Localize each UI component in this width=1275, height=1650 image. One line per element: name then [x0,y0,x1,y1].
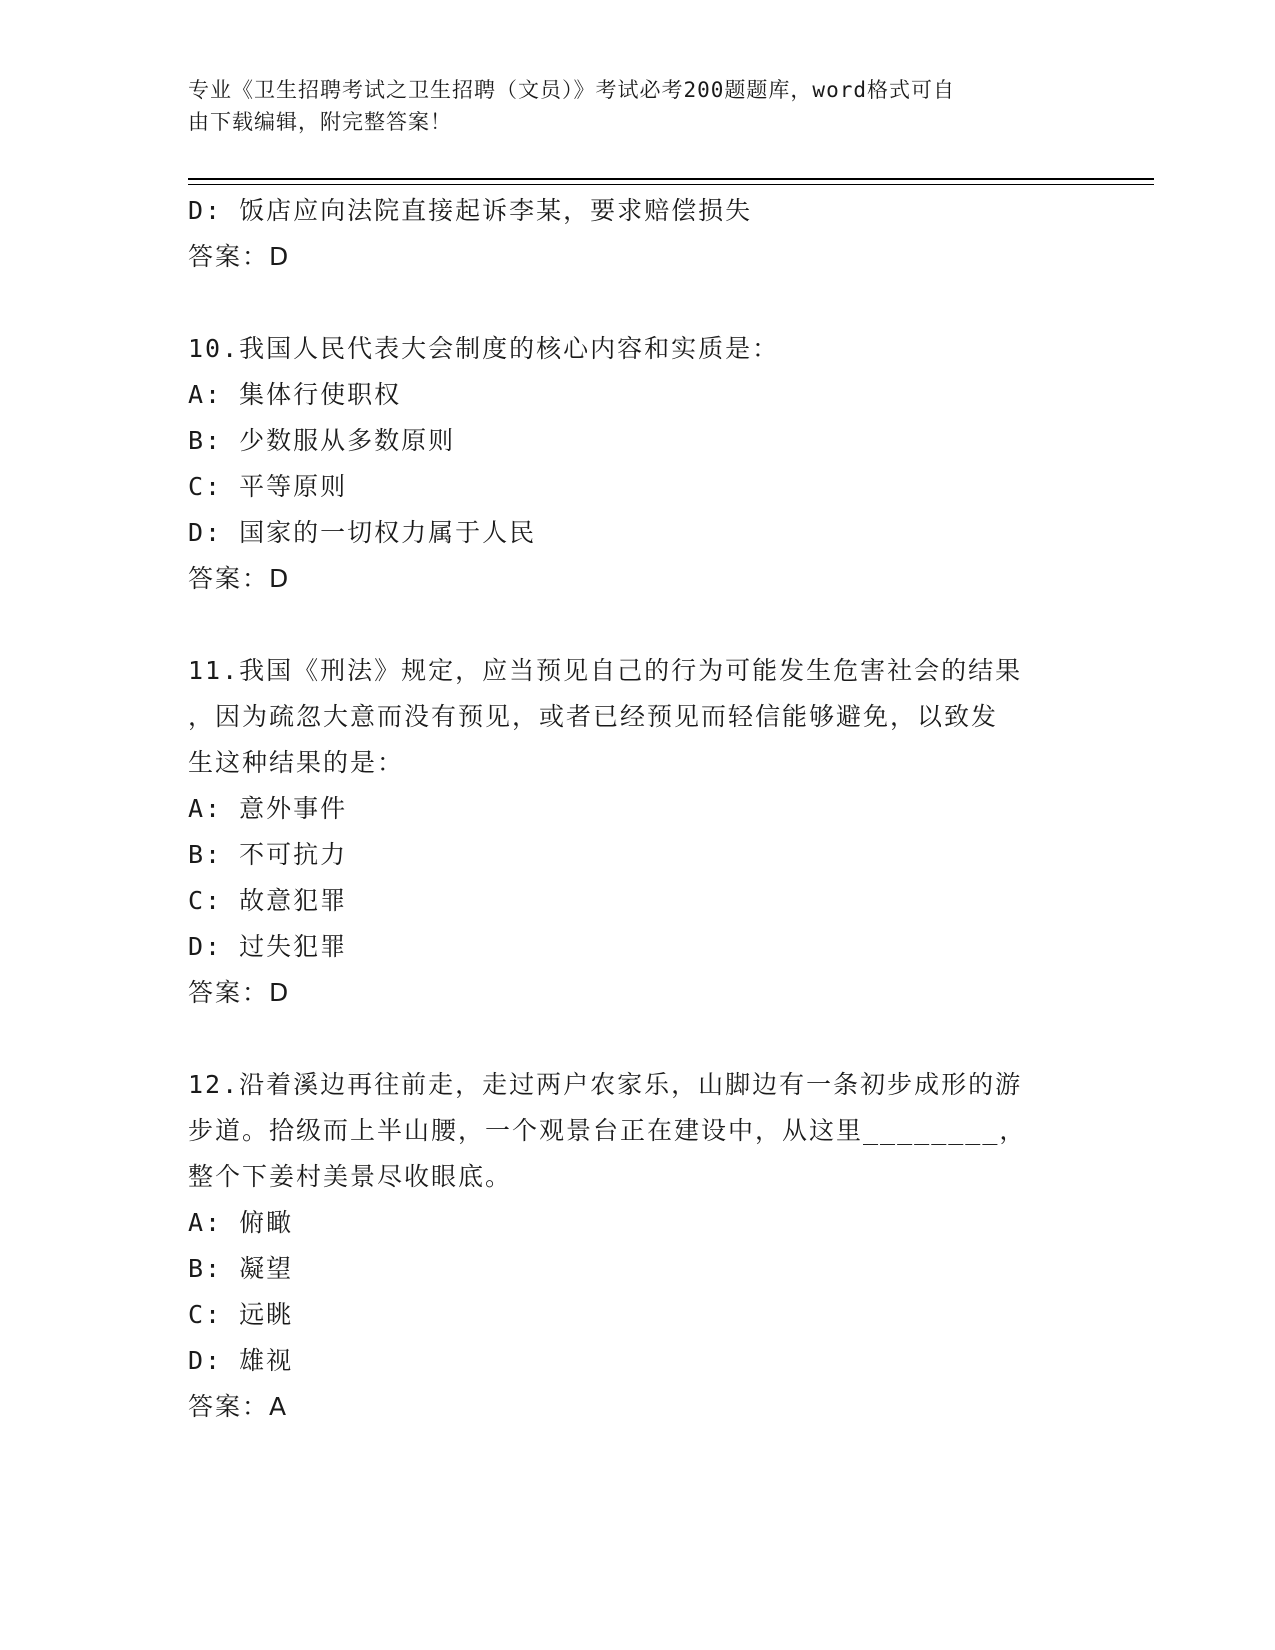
question-12 [188,1062,1088,1430]
document-header [188,74,1068,138]
header-divider-thin [188,184,1154,185]
answer-line: 答案：D [188,978,291,1007]
option-b: B: 凝望 [188,1254,294,1283]
header-line-2: 由下载编辑，附完整答案！ [188,110,452,134]
option-d: D: 过失犯罪 [188,932,348,961]
option-a: A: 意外事件 [188,794,348,823]
option-d: D: 饭店应向法院直接起诉李某，要求赔偿损失 [188,196,753,225]
question-stem: ，因为疏忽大意而没有预见，或者已经预见而轻信能够避免，以致发 [188,702,999,731]
option-d: D: 国家的一切权力属于人民 [188,518,537,547]
question-stem: 生这种结果的是： [188,748,405,777]
question-content [188,188,1088,1430]
option-b: B: 少数服从多数原则 [188,426,456,455]
answer-line: 答案：D [188,564,291,593]
question-11 [188,648,1088,1016]
previous-question-tail [188,188,1088,280]
header-divider-thick [188,178,1154,180]
question-stem: 12.沿着溪边再往前走，走过两户农家乐，山脚边有一条初步成形的游 [188,1070,1023,1099]
header-line-1: 专业《卫生招聘考试之卫生招聘（文员）》考试必考200题题库，word格式可自 [188,78,955,102]
question-10 [188,326,1088,602]
option-a: A: 俯瞰 [188,1208,294,1237]
spacer [188,602,1088,648]
spacer [188,280,1088,326]
question-stem: 11.我国《刑法》规定，应当预见自己的行为可能发生危害社会的结果 [188,656,1023,685]
question-stem: 整个下姜村美景尽收眼底。 [188,1162,513,1191]
option-c: C: 故意犯罪 [188,886,348,915]
option-c: C: 平等原则 [188,472,348,501]
answer-line: 答案：D [188,242,291,271]
question-stem: 步道。拾级而上半山腰，一个观景台正在建设中，从这里________， [188,1116,1027,1145]
answer-line: 答案：A [188,1392,289,1421]
option-c: C: 远眺 [188,1300,294,1329]
option-b: B: 不可抗力 [188,840,348,869]
question-stem: 10.我国人民代表大会制度的核心内容和实质是： [188,334,780,363]
option-d: D: 雄视 [188,1346,294,1375]
spacer [188,1016,1088,1062]
option-a: A: 集体行使职权 [188,380,402,409]
